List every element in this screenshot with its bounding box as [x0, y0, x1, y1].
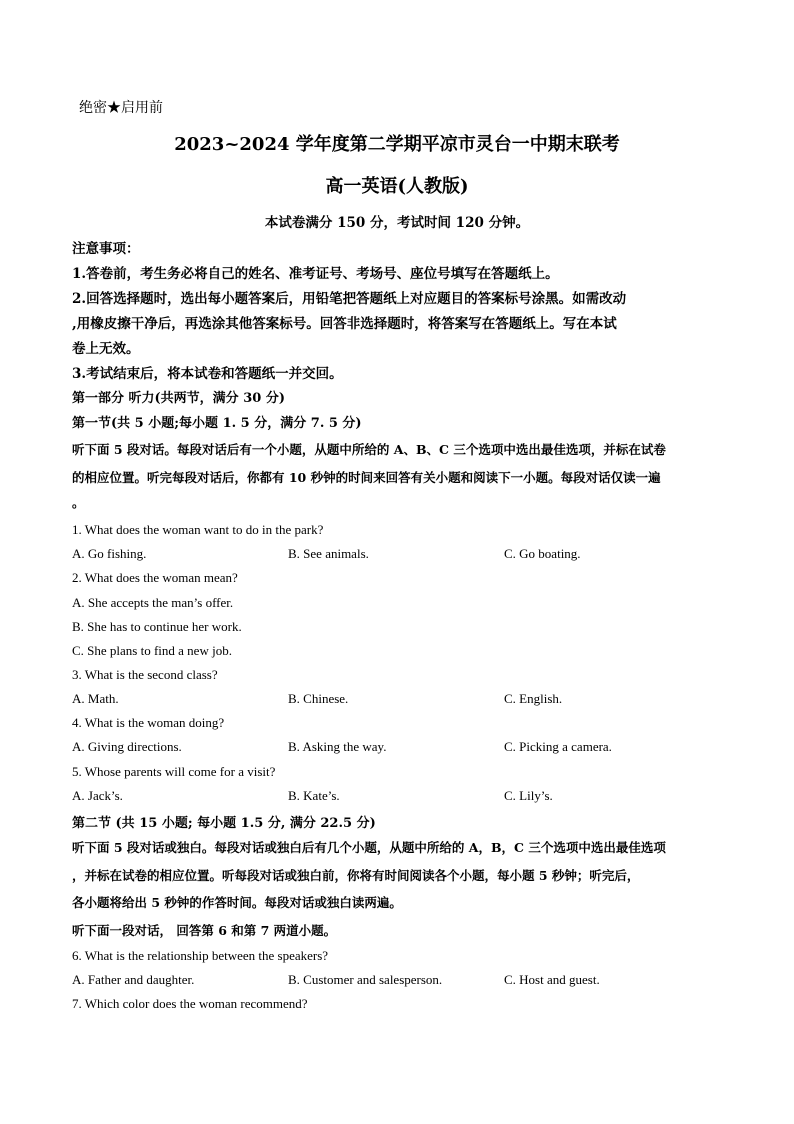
question-6-option-b: B. Customer and salesperson. [288, 972, 443, 987]
part1-title: 第一部分 听力(共两节，满分 30 分) [72, 391, 285, 406]
question-7-stem: 7. Which color does the woman recommend? [72, 996, 308, 1011]
note-item: 卷上无效。 [72, 341, 140, 357]
question-4-option-a: A. Giving directions. [72, 739, 182, 754]
exam-info: 本试卷满分 150 分，考试时间 120 分钟。 [264, 215, 530, 231]
section2-instruction: ，并标在试卷的相应位置。听每段对话或独白前，你将有时间阅读各个小题，每小题 5 秒钟；听完后， [72, 868, 640, 883]
question-2-option-a: A. She accepts the man’s offer. [72, 595, 234, 610]
question-6-option-a: A. Father and daughter. [72, 972, 195, 987]
section1-title: 第一节(共 5 小题;每小题 1. 5 分，满分 7. 5 分) [72, 416, 362, 431]
question-1-option-a: A. Go fishing. [72, 546, 147, 561]
question-6-stem: 6. What is the relationship between the speakers? [72, 948, 329, 963]
question-2-stem: 2. What does the woman mean? [72, 570, 238, 585]
question-5-option-c: C. Lily’s. [504, 788, 553, 803]
section2-instruction: 听下面 5 段对话或独白。每段对话或独白后有几个小题，从题中所给的 A，B，C 三个选项中选出最佳选项 [72, 840, 666, 855]
question-3-stem: 3. What is the second class? [72, 667, 218, 682]
question-3-option-a: A. Math. [72, 691, 119, 706]
question-1-option-c: C. Go boating. [504, 546, 581, 561]
secret-label: 绝密★启用前 [79, 100, 163, 116]
note-item: ,用橡皮擦干净后，再选涂其他答案标号。回答非选择题时，将答案写在答题纸上。写在本试 [72, 316, 617, 332]
question-1-option-b: B. See animals. [288, 546, 369, 561]
question-1-stem: 1. What does the woman want to do in the park? [72, 522, 324, 537]
note-item: 2.回答选择题时，选出每小题答案后，用铅笔把答题纸上对应题目的答案标号涂黑。如需改动 [72, 291, 627, 307]
exam-subtitle: 高一英语(人教版) [325, 176, 469, 197]
question-4-option-c: C. Picking a camera. [504, 739, 612, 754]
question-5-option-a: A. Jack’s. [72, 788, 123, 803]
question-2-option-c: C. She plans to find a new job. [72, 643, 232, 658]
question-5-option-b: B. Kate’s. [288, 788, 340, 803]
question-4-stem: 4. What is the woman doing? [72, 715, 225, 730]
question-2-option-b: B. She has to continue her work. [72, 619, 242, 634]
section1-instruction: 。 [72, 495, 85, 510]
note-item: 1.答卷前，考生务必将自己的姓名、准考证号、考场号、座位号填写在答题纸上。 [72, 266, 559, 282]
question-4-option-b: B. Asking the way. [288, 739, 387, 754]
exam-title: 2023~2024 学年度第二学期平凉市灵台一中期末联考 [174, 134, 620, 155]
section1-instruction: 的相应位置。听完每段对话后，你都有 10 秒钟的时间来回答有关小题和阅读下一小题。每段对话仅读一遍 [72, 470, 661, 485]
section2-instruction: 各小题将给出 5 秒钟的作答时间。每段对话或独白读两遍。 [72, 895, 402, 910]
note-item: 3.考试结束后，将本试卷和答题纸一并交回。 [72, 366, 343, 382]
section1-instruction: 听下面 5 段对话。每段对话后有一个小题，从题中所给的 A、B、C 三个选项中选出最佳选项，并标在试卷 [72, 442, 666, 457]
section2-title: 第二节 (共 15 小题; 每小题 1.5 分, 满分 22.5 分) [72, 816, 376, 831]
dialogue-group-instruction: 听下面一段对话， 回答第 6 和第 7 两道小题。 [72, 923, 337, 938]
question-3-option-b: B. Chinese. [288, 691, 349, 706]
notes-heading: 注意事项： [72, 241, 140, 257]
question-3-option-c: C. English. [504, 691, 563, 706]
question-5-stem: 5. Whose parents will come for a visit? [72, 764, 276, 779]
question-6-option-c: C. Host and guest. [504, 972, 600, 987]
